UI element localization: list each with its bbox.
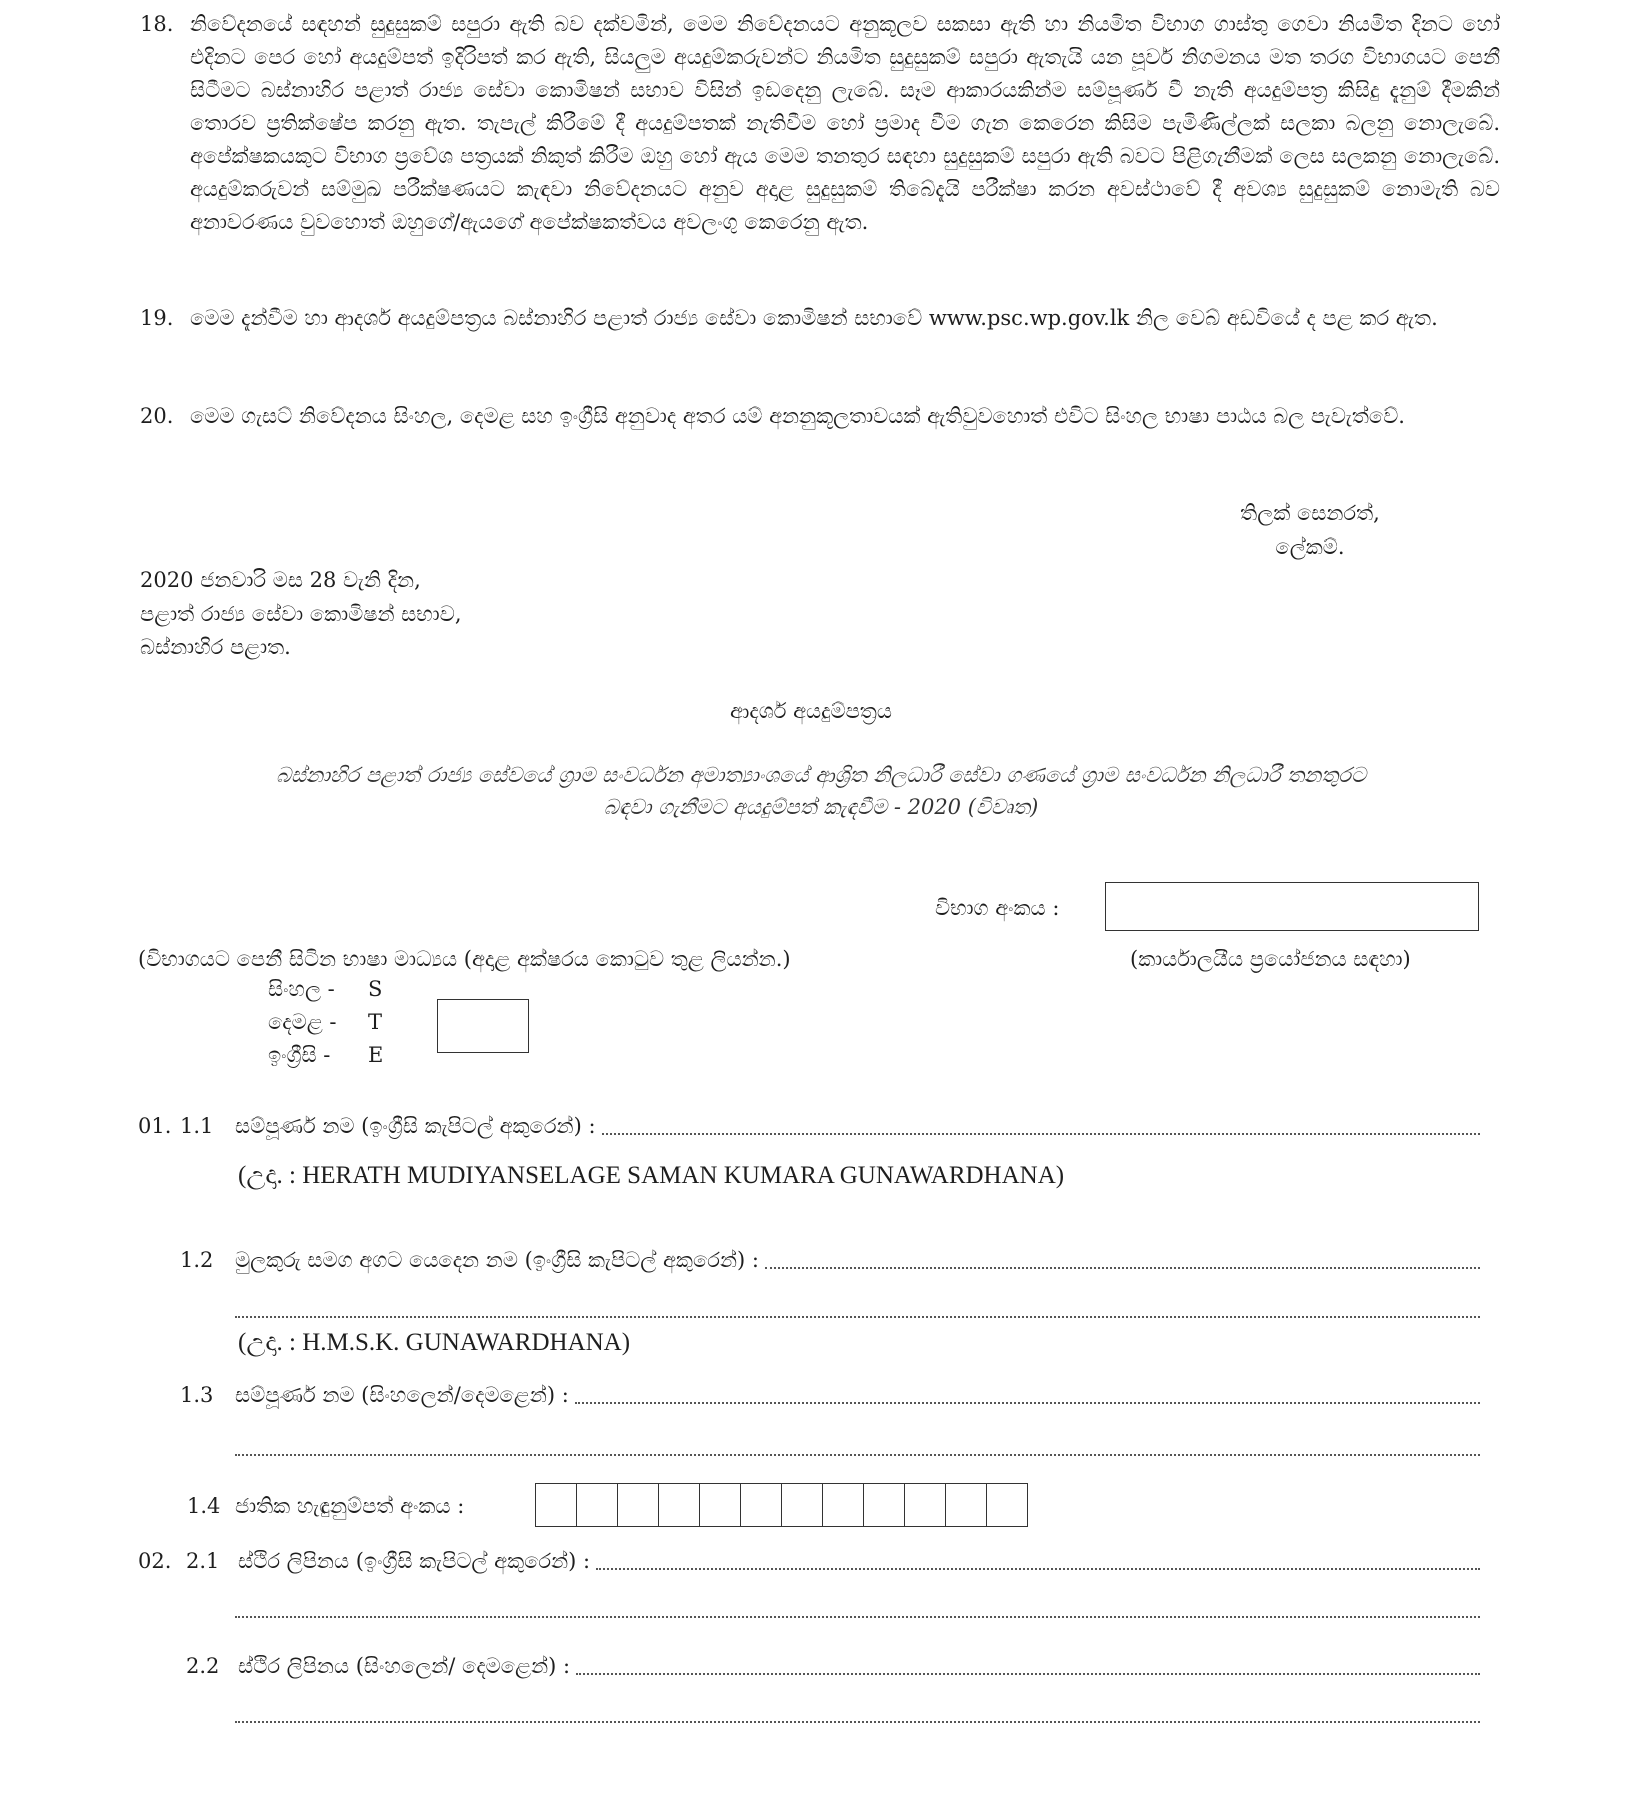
paragraph-text: නිවේදනයේ සඳහන් සුදුසුකම් සපුරා ඇති බව දක්වමින්, මෙම නිවේදනයට අනුකූලව සකසා ඇති හා නියමිත විභාග ගාස්තු ගෙවා නියමිත දිනට හෝ එදිනට පෙර හෝ අයදුම්පත් ඉදිරිපත් කර ඇති, සියලුම අයදුම්කරුවන්ට නියමිත සුදුසුකම් සපුරා ඇතැයි යන පූර්ව නිගමනය මත තරග විභාගයට පෙනී සිටීමට බස්නාහිර පළාත් රාජ්‍ය සේවා කොමිෂන් සභාව විසින් ඉඩදෙනු ලැබේ. සෑම ආකාරයකින්ම සම්පූර්ණ වී නැති අයදුම්පත්‍ර කිසිදු දැනුම් දීමකින් තොරව ප්‍රතික්ෂේප කරනු ඇත. තැපැල් කිරීමේ දී අයදුම්පතක් නැතිවීම හෝ ප්‍රමාද වීම ගැන කෙරෙන කිසිම පැමිණිල්ලක් සලකා බලනු නොලැබේ. අපේක්ෂකයකුට විභාග ප්‍රවේශ පත්‍රයක් නිකුත් කිරීම ඔහු හෝ ඇය මෙම තනතුර සඳහා සුදුසුකම් සපුරා ඇති බවට පිළිගැනීමක් ලෙස සලකනු නොලැබේ. අයදුම්කරුවන් සම්මුඛ පරීක්ෂණයට කැඳවා නිවේදනයට අනුව අදාළ සුදුසුකම් තිබේදැයි පරීක්ෂා කරන අවස්ථාවේ දී අවශ්‍ය සුදුසුකම් නොමැති බව අනාවරණය වුවහොත් ඔහුගේ/ඇයගේ අපේක්ෂකත්වය අවලංගු කෙරෙනු ඇත. bbox=[190, 12, 1500, 234]
full-name-english-field[interactable] bbox=[602, 1132, 1480, 1135]
permanent-address-sinhala-row bbox=[186, 1651, 1480, 1683]
language-code: S bbox=[368, 977, 383, 1001]
name-with-initials-field[interactable] bbox=[765, 1266, 1480, 1269]
language-code-box[interactable] bbox=[437, 999, 529, 1053]
language-name: ඉංග්‍රීසි - bbox=[268, 1043, 331, 1067]
form-title: ආදර්ශ අයදුම්පත්‍රය bbox=[730, 699, 892, 723]
paragraph-number: 18. bbox=[140, 12, 174, 36]
permanent-address-english-row bbox=[186, 1546, 1480, 1578]
paragraph-number: 19. bbox=[140, 306, 174, 330]
full-name-sinhala-field[interactable] bbox=[575, 1401, 1480, 1404]
form-subtitle-line1: බස්නාහිර පළාත් රාජ්‍ය සේවයේ ග්‍රාම සංවර්ධන අමාත්‍යාංශයේ ආශ්‍රිත නිලධාරී සේවා ගණයේ ග්‍රාම සංවර්ධන නිලධාරී තනතුරට bbox=[275, 763, 1367, 787]
nic-digit-box[interactable] bbox=[700, 1484, 741, 1526]
paragraph-18 bbox=[140, 8, 1500, 239]
full-name-sinhala-field-line2[interactable] bbox=[235, 1453, 1480, 1456]
nic-digit-box[interactable] bbox=[659, 1484, 700, 1526]
date-line: 2020 ජනවාරි මස 28 වැනි දින, bbox=[140, 568, 421, 592]
full-name-example: (උදා. : HERATH MUDIYANSELAGE SAMAN KUMARA GUNAWARDHANA) bbox=[238, 1162, 1065, 1189]
nic-digit-box[interactable] bbox=[782, 1484, 823, 1526]
language-code: E bbox=[368, 1043, 384, 1067]
language-medium-label: (විභාගයට පෙනී සිටින භාෂා මාධ්‍යය (අදාළ අක්ෂරය කොටුව තුළ ලියන්න.) bbox=[138, 947, 791, 971]
signatory-title: ලේකම්. bbox=[1275, 534, 1345, 559]
paragraph-number: 20. bbox=[140, 404, 174, 428]
nic-digit-box[interactable] bbox=[946, 1484, 987, 1526]
full-name-english-row bbox=[180, 1111, 1480, 1143]
name-with-initials-label: මුලකුරු සමග අගට යෙදෙන නම (ඉංග්‍රීසි කැපිටල් අකුරෙන්) : bbox=[235, 1248, 759, 1272]
exam-number-label: විභාග අංකය : bbox=[935, 896, 1060, 920]
nic-digit-box[interactable] bbox=[577, 1484, 618, 1526]
nic-label: ජාතික හැඳුනුම්පත් අංකය : bbox=[235, 1494, 465, 1518]
question-number: 2.1 bbox=[186, 1549, 220, 1573]
language-option-tamil bbox=[268, 1006, 383, 1039]
language-option-sinhala bbox=[268, 973, 383, 1006]
permanent-address-english-label: ස්ථිර ලිපිනය (ඉංග්‍රීසි කැපිටල් අකුරෙන්) : bbox=[238, 1549, 591, 1573]
nic-digit-box[interactable] bbox=[536, 1484, 577, 1526]
paragraph-20 bbox=[140, 400, 1500, 433]
paragraph-19 bbox=[140, 302, 1500, 335]
nic-digit-box[interactable] bbox=[618, 1484, 659, 1526]
name-with-initials-row bbox=[180, 1245, 1480, 1277]
exam-number-box[interactable] bbox=[1105, 882, 1479, 931]
date-block bbox=[140, 564, 462, 665]
language-name: දෙමළ - bbox=[268, 1010, 337, 1034]
question-number: 1.2 bbox=[180, 1248, 214, 1272]
signature-block bbox=[1180, 497, 1440, 564]
question-number: 2.2 bbox=[186, 1654, 220, 1678]
full-name-english-label: සම්පූර්ණ නම (ඉංග්‍රීසි කැපිටල් අකුරෙන්) : bbox=[235, 1114, 596, 1138]
nic-digit-box[interactable] bbox=[741, 1484, 782, 1526]
province-line: බස්නාහිර පළාත. bbox=[140, 635, 291, 660]
section-number-02: 02. bbox=[138, 1549, 172, 1573]
nic-digit-box[interactable] bbox=[905, 1484, 946, 1526]
permanent-address-sinhala-label: ස්ථිර ලිපිනය (සිංහලෙන්/ දෙමළෙන්) : bbox=[238, 1654, 571, 1678]
paragraph-text: මෙම ගැසට් නිවේදනය සිංහල, දෙමළ සහ ඉංග්‍රීසි අනුවාද අතර යම් අනනුකූලතාවයක් ඇතිවුවහොත් එවිට සිංහල භාෂා පාඨය බල පැවැත්වේ. bbox=[190, 404, 1405, 428]
question-number: 1.4 bbox=[187, 1494, 221, 1518]
language-name: සිංහල - bbox=[268, 977, 335, 1001]
name-with-initials-field-line2[interactable] bbox=[235, 1315, 1480, 1318]
permanent-address-english-field-line2[interactable] bbox=[235, 1615, 1480, 1618]
language-code: T bbox=[368, 1010, 383, 1034]
name-with-initials-example: (උදා. : H.M.S.K. GUNAWARDHANA) bbox=[238, 1329, 631, 1356]
nic-number-boxes[interactable] bbox=[535, 1483, 1028, 1527]
question-number: 1.1 bbox=[180, 1114, 214, 1138]
language-option-english bbox=[268, 1039, 383, 1072]
commission-line: පළාත් රාජ්‍ය සේවා කොමිෂන් සභාව, bbox=[140, 601, 462, 626]
office-use-label: (කාර්යාලයීය ප්‍රයෝජනය සඳහා) bbox=[1130, 947, 1411, 971]
permanent-address-sinhala-field-line2[interactable] bbox=[235, 1720, 1480, 1723]
form-subtitle-line2: බඳවා ගැනීමට අයදුම්පත් කැඳවීම - 2020 (විවෘත) bbox=[603, 795, 1039, 819]
nic-digit-box[interactable] bbox=[987, 1484, 1027, 1526]
full-name-sinhala-row bbox=[180, 1380, 1480, 1412]
section-number-01: 01. bbox=[138, 1114, 172, 1138]
nic-digit-box[interactable] bbox=[823, 1484, 864, 1526]
signatory-name: තිලක් සෙනරත්, bbox=[1240, 501, 1380, 525]
permanent-address-sinhala-field[interactable] bbox=[576, 1672, 1480, 1675]
question-number: 1.3 bbox=[180, 1383, 214, 1407]
paragraph-text: මෙම දැන්වීම හා ආදර්ශ අයදුම්පත්‍රය බස්නාහිර පළාත් රාජ්‍ය සේවා කොමිෂන් සභාවේ www.psc.wp.gov.lk නිල වෙබ් අඩවියේ ද පළ කර ඇත. bbox=[190, 306, 1438, 330]
language-options bbox=[268, 973, 383, 1072]
nic-digit-box[interactable] bbox=[864, 1484, 905, 1526]
full-name-sinhala-label: සම්පූර්ණ නම (සිංහලෙන්/දෙමළෙන්) : bbox=[235, 1383, 569, 1407]
permanent-address-english-field[interactable] bbox=[596, 1567, 1480, 1570]
